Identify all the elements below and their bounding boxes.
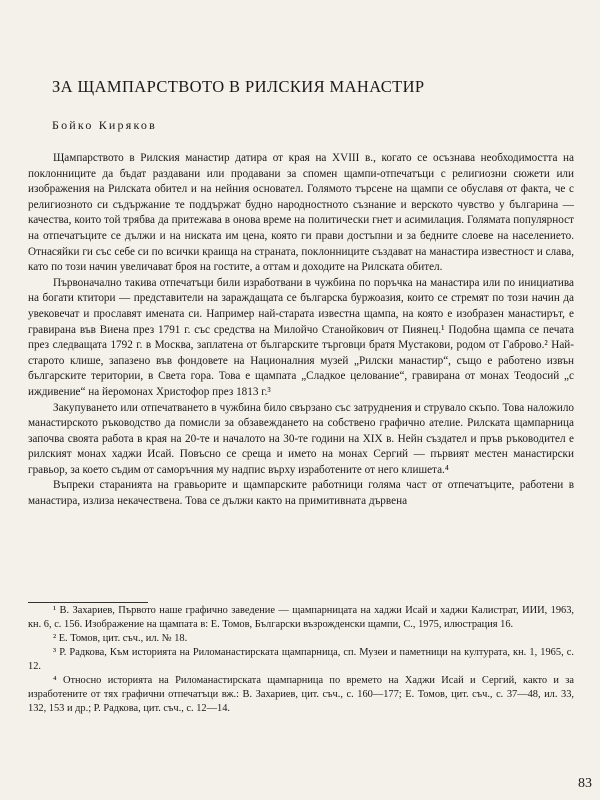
footnote: ⁴ Относно историята на Риломанастирската щампарница по времето на Хаджи Исай и Сергий, както и за изработените от тях графични отпечатъци вж.: В. Захариев, цит. съч., с. 160—177; Е. Томов, цит. съч., с. 37—48, ил. 33, 132, 153 и др.; Р. Радкова, цит. съч., с. 12—14. <box>28 675 574 714</box>
page-number: 83 <box>578 776 592 791</box>
body-paragraph: Закупуването или отпечатването в чужбина било свързано със затруднения и струвало скъпо. Това наложило манастирското ръководство да помисли за обзавеждането на собствено графично ателие. Рилската щампарница започва своята работа в края на 20-те и началото на 30-те години на XIX в. Нейн създател и пръв ръководител е рилският монах хаджи Исай. Повъсно се среща и името на монах Сергий — първият местен манастирски гравьор, за което съдим от саморъчния му надпис върху изработените от него клишета.⁴ <box>28 401 574 476</box>
footnotes <box>28 604 574 716</box>
footnote: ² Е. Томов, цит. съч., ил. № 18. <box>53 633 188 644</box>
body-paragraph: Първоначално такива отпечатъци били изработвани в чужбина по поръчка на манастира или по инициатива на богати ктитори — представители на зараждащата се българска буржоазия, които се стремят по този начин да увековечат и прославят имената си. Например най-старата известна щампа, на която е изобразен манастирът, е гравирана във Виена през 1791 г. със средства на Милойчо Станойкович от Пиянец.¹ Подобна щампа се печата през следващата 1792 г. в Москва, заплатена от българските търговци братя Мустакови, родом от Габрово.² Най-старото клише, запазено във фондовете на Националния музей „Рилски манастир“, също е работено извън българските територии, в Света гора. Това е щампата „Сладкое целование“, гравирана от монах Теодосий „с иждивение“ на йеромонах Христофор през 1813 г.³ <box>28 276 574 398</box>
article-body <box>28 151 574 510</box>
body-paragraph: Щампарството в Рилския манастир датира от края на XVIII в., когато се осъзнава необходимостта на поклонниците да бъдат раздавани или продавани за спомен щампи-отпечатъци с религиозни сюжети или изображения на Рилската обител и на нейния основател. Голямото търсене на щампи се обуславя от факта, че с религиозното си съдържание те поддържат будно народностното съзнание и верското чувство у българина — качества, които той трябва да притежава в онова време на политически гнет и асимилация. Голямата популярност на отпечатъците се дължи и на ниската им цена, която ги прави достъпни и за бедните слоеве на населението. Отнасяйки ги със себе си по всички краища на страната, поклонниците създават на манастира известност и слава, като по този начин увеличават броя на гостите, а оттам и доходите на Рилската обител. <box>28 152 574 274</box>
author-name: Бойко Киряков <box>52 118 157 132</box>
footnote: ³ Р. Радкова, Към историята на Риломанастирската щампарница, сп. Музеи и паметници на културата, кн. 1, 1965, с. 12. <box>28 647 574 672</box>
footnote-divider <box>28 602 148 603</box>
article-title: ЗА ЩАМПАРСТВОТО В РИЛСКИЯ МАНАСТИР <box>52 77 425 97</box>
body-paragraph: Въпреки старанията на гравьорите и щампарските работници голяма част от отпечатъците, работени в манастира, излиза некачествена. Това се дължи както на примитивната дървена <box>28 479 574 508</box>
footnote: ¹ В. Захариев, Първото наше графично заведение — щампарницата на хаджи Исай и хаджи Калистрат, ИИИ, 1963, кн. 6, с. 156. Изображение на щампата в: Е. Томов, Български възрожденски щампи, С., 1975, илюстрация 16. <box>28 605 574 630</box>
